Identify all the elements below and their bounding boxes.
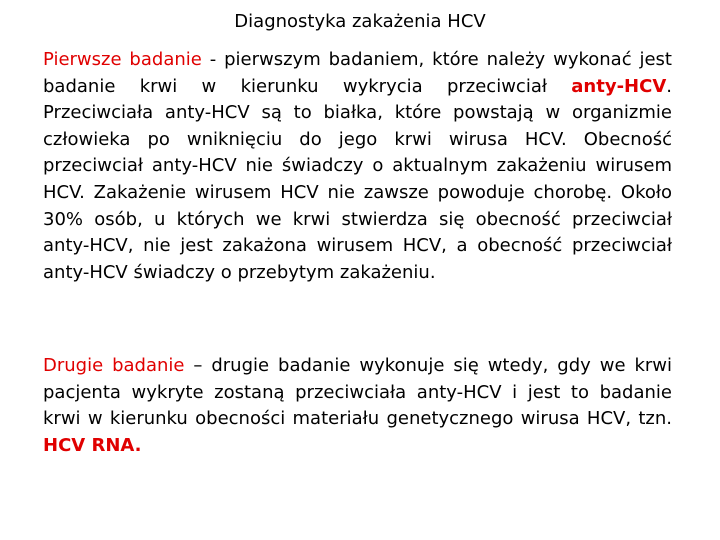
first-test-text-part-2: . Przeciwciała anty-HCV są to białka, które powstają w organizmie człowieka po wniknięciu do jego krwi wirusa HCV. Obecność przeciwciał anty-HCV nie świadczy o aktualnym zakażeniu wirusem HCV. Zakażenie wirusem HCV nie zawsze powoduje chorobę. Około 30% osób, u których we krwi stwierdza się obecność przeciwciał anty-HCV, nie jest zakażona wirusem HCV, a obecność przeciwciał anty-HCV świadczy o przebytym zakażeniu. <box>43 75 672 283</box>
second-test-text: – drugie badanie wykonuje się wtedy, gdy we krwi pacjenta wykryte zostaną przeciwciała anty-HCV i jest to badanie krwi w kierunku obecności materiału genetycznego wirusa HCV, tzn. <box>43 355 672 430</box>
second-test-heading: Drugie badanie <box>43 355 185 376</box>
hcv-rna-highlight: HCV RNA. <box>43 434 142 456</box>
first-test-heading: Pierwsze badanie <box>43 49 202 70</box>
slide-title: Diagnostyka zakażenia HCV <box>234 11 486 32</box>
first-test-paragraph <box>43 47 672 286</box>
first-test-text-part-1: - pierwszym badaniem, które należy wykonać jest badanie krwi w kierunku wykrycia przeciwciał <box>43 49 672 97</box>
second-test-paragraph <box>43 353 672 459</box>
anti-hcv-highlight: anty-HCV <box>571 75 667 97</box>
